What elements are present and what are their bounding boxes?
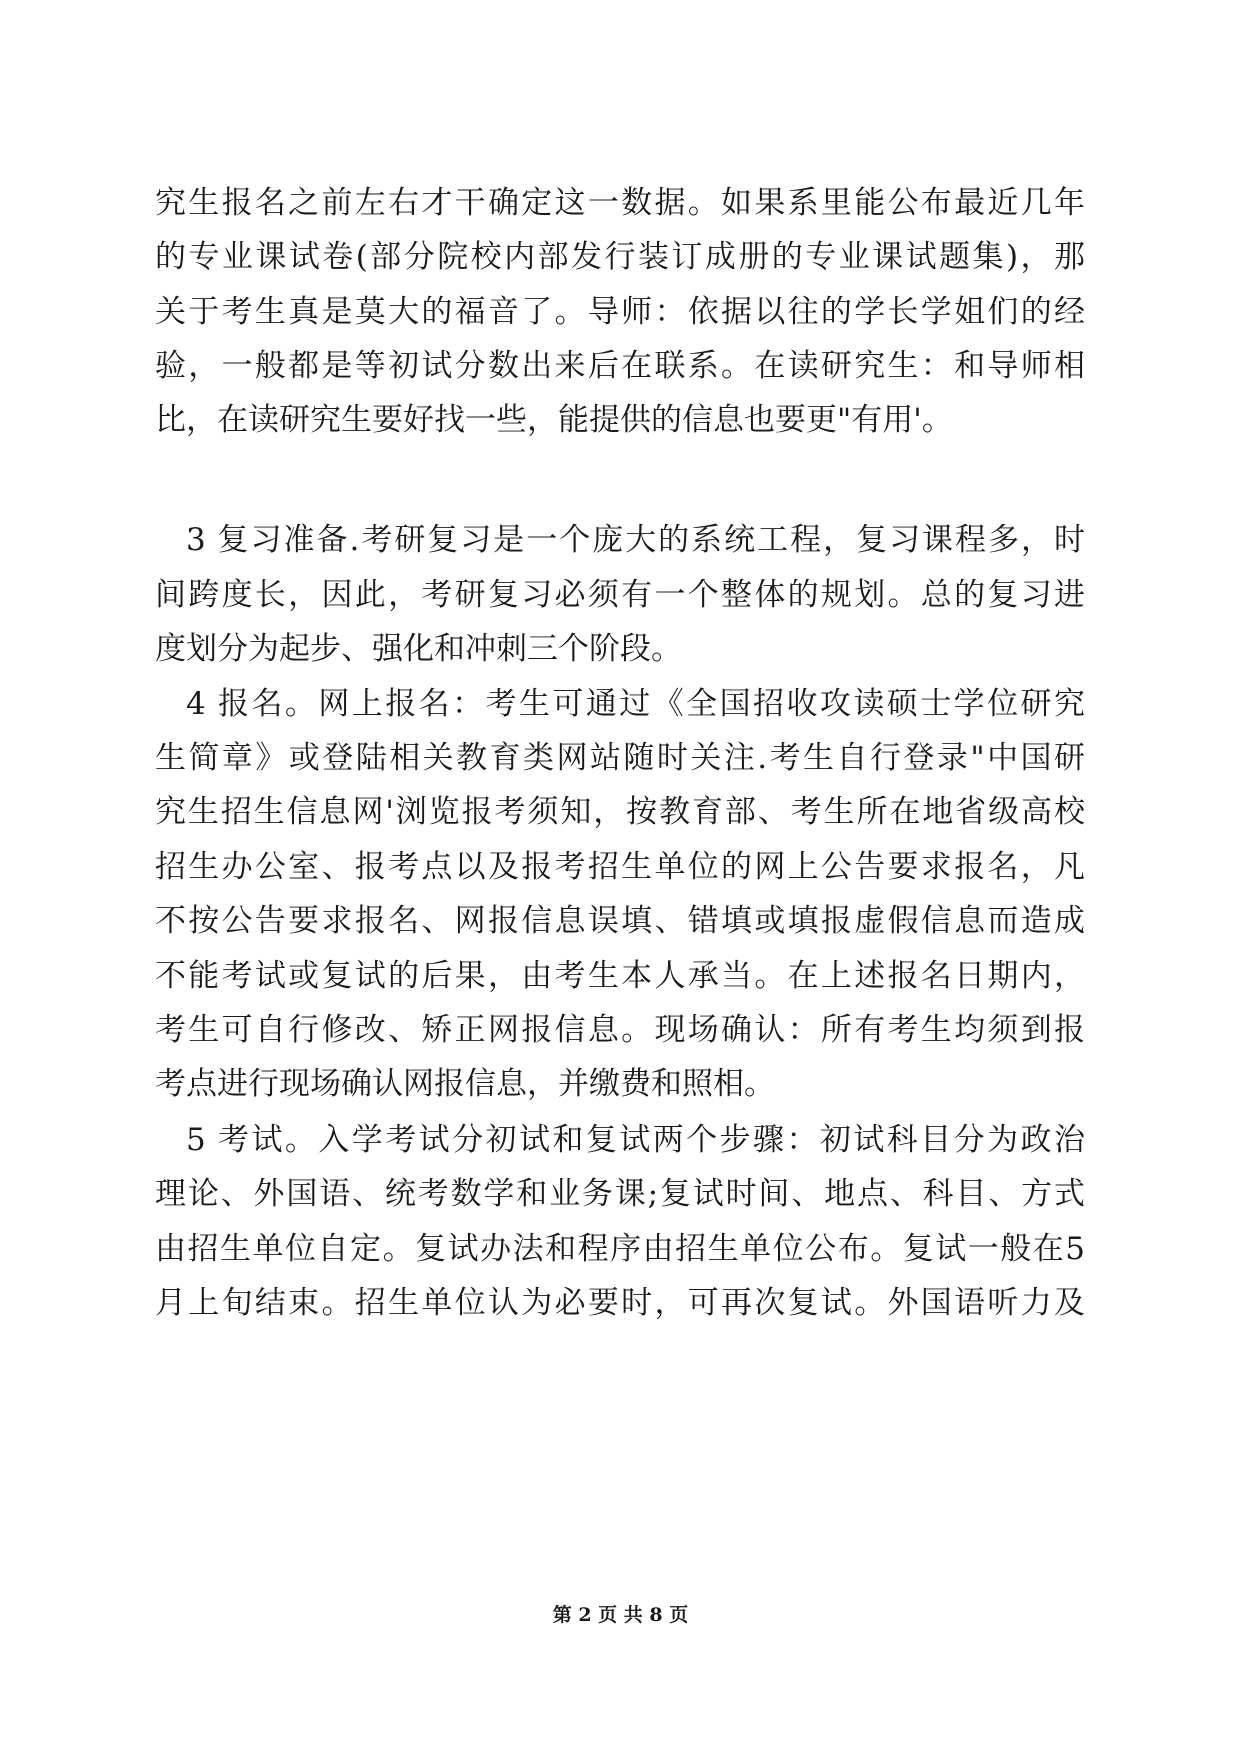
text-line: 招生办公室、报考点以及报考招生单位的网上公告要求报名，凡 bbox=[155, 849, 1085, 885]
text-line: 不按公告要求报名、网报信息误填、错填或填报虚假信息而造成 bbox=[155, 903, 1085, 939]
text-line: 比，在读研究生要好找一些，能提供的信息也要更"有用'。 bbox=[155, 402, 953, 438]
text-line: 间跨度长，因此，考研复习必须有一个整体的规划。总的复习进 bbox=[155, 577, 1085, 613]
text-line: 4 报名。网上报名：考生可通过《全国招收攻读硕士学位研究 bbox=[186, 686, 1085, 722]
text-line: 验，一般都是等初试分数出来后在联系。在读研究生：和导师相 bbox=[155, 348, 1085, 384]
text-line: 不能考试或复试的后果，由考生本人承当。在上述报名日期内， bbox=[155, 958, 1085, 994]
text-line: 考生可自行修改、矫正网报信息。现场确认：所有考生均须到报 bbox=[155, 1012, 1085, 1048]
text-line: 5 考试。入学考试分初试和复试两个步骤：初试科目分为政治 bbox=[186, 1122, 1085, 1158]
text-line: 度划分为起步、强化和冲刺三个阶段。 bbox=[155, 631, 682, 667]
text-line: 考点进行现场确认网报信息，并缴费和照相。 bbox=[155, 1066, 775, 1102]
text-line: 究生招生信息网'浏览报考须知，按教育部、考生所在地省级高校 bbox=[155, 794, 1085, 830]
text-line: 究生报名之前左右才干确定这一数据。如果系里能公布最近几年 bbox=[155, 185, 1085, 221]
text-line: 理论、外国语、统考数学和业务课;复试时间、地点、科目、方式 bbox=[155, 1176, 1085, 1212]
text-line: 生简章》或登陆相关教育类网站随时关注.考生自行登录"中国研 bbox=[155, 740, 1085, 776]
text-line: 的专业课试卷(部分院校内部发行装订成册的专业课试题集)，那 bbox=[155, 239, 1085, 275]
page-number: 第 2 页 共 8 页 bbox=[552, 1604, 689, 1626]
text-line: 由招生单位自定。复试办法和程序由招生单位公布。复试一般在5 bbox=[155, 1231, 1085, 1267]
text-line: 3 复习准备.考研复习是一个庞大的系统工程，复习课程多，时 bbox=[186, 522, 1085, 558]
text-line: 月上旬结束。招生单位认为必要时，可再次复试。外国语听力及 bbox=[155, 1285, 1085, 1321]
text-line: 关于考生真是莫大的福音了。导师：依据以往的学长学姐们的经 bbox=[155, 294, 1085, 330]
